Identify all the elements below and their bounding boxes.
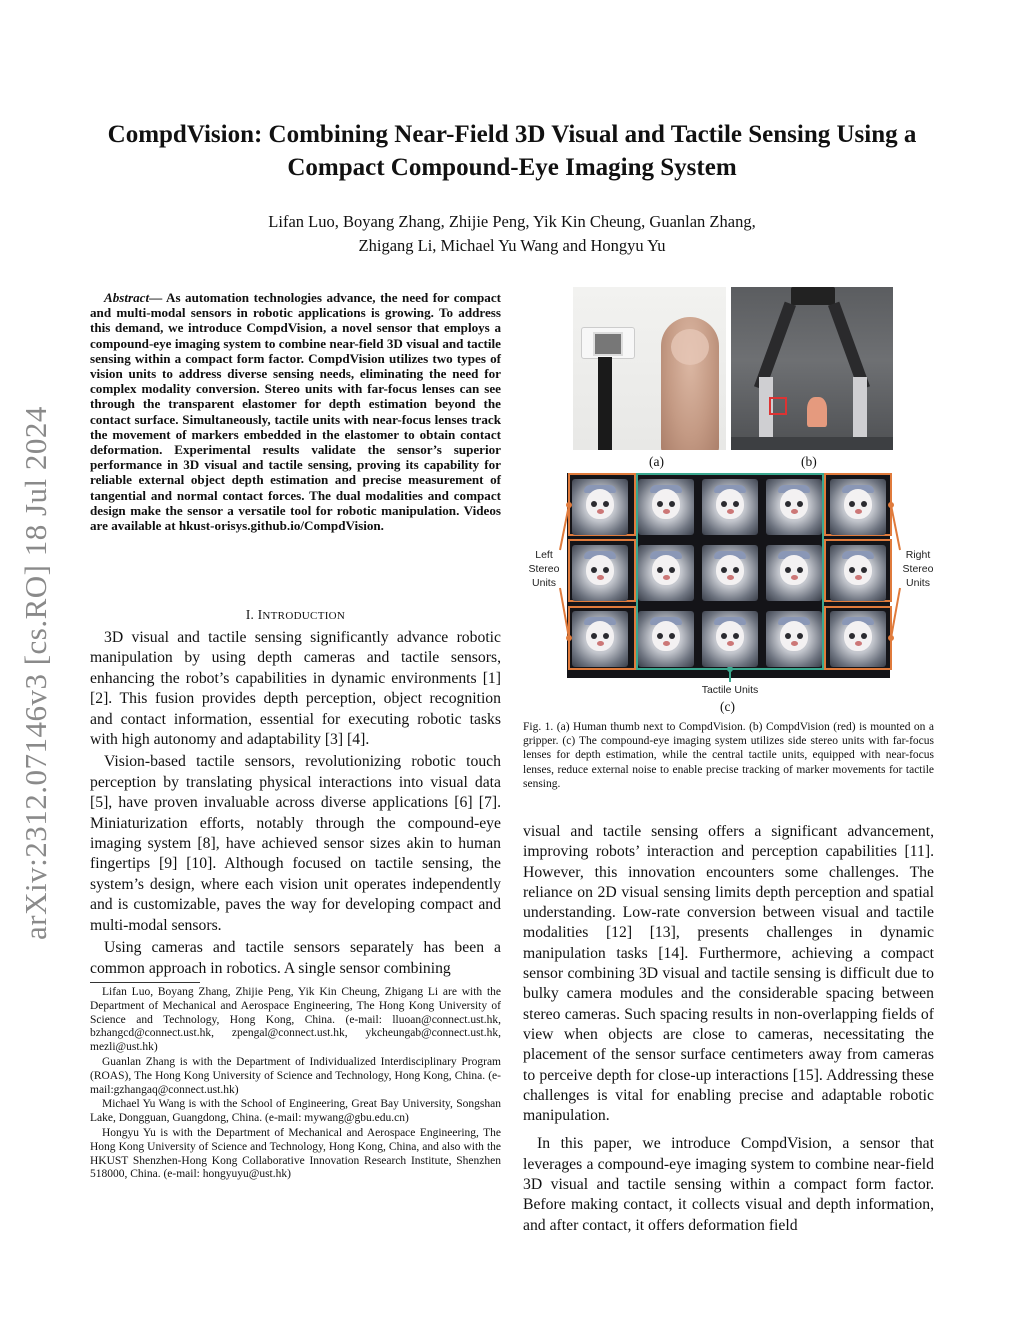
abstract-label: Abstract	[104, 290, 150, 305]
paper-title: CompdVision: Combining Near-Field 3D Visual and Tactile Sensing Using a Compact Compound-Eye Imaging System	[107, 121, 917, 181]
lens-image-tile	[830, 545, 886, 601]
footnotes	[90, 986, 501, 1183]
lens-image-tile	[572, 545, 628, 601]
paragraph: Vision-based tactile sensors, revolutionizing robotic touch perception by translating physical interactions into visual data [5], have proven invaluable across diverse applications [6] [7]. Miniaturization efforts, notably through the compound-eye imaging system [8], have achieved sensor sizes akin to human fingertips [9] [10]. Although focused on tactile sensing, the system’s design, where each vision unit operates independently and is customizable, paves the way for developing compact and multi-modal sensors.	[90, 753, 501, 934]
figure-label-b: (b)	[801, 454, 817, 469]
caption-text: Fig. 1. (a) Human thumb next to CompdVision. (b) CompdVision (red) is mounted on a gripper. (c) The compound-eye imaging system utilizes side stereo units with far-focus lenses for depth estimation, while the central tactile units, equipped with near-focus lenses, reduce external noise to enable precise tracking of marker movements for tactile sensing.	[523, 721, 934, 790]
right-stereo-label: Right Stereo Units	[902, 549, 934, 589]
left-column-body	[90, 628, 501, 979]
lens-image-tile	[766, 545, 822, 601]
lens-image-tile	[638, 545, 694, 601]
tactile-units-label: Tactile Units	[701, 684, 759, 696]
abstract	[90, 290, 501, 533]
right-column-body	[523, 822, 934, 1236]
connector-dot	[888, 502, 894, 508]
lens-image-tile	[830, 479, 886, 535]
lens-image-tile	[766, 479, 822, 535]
paragraph: Using cameras and tactile sensors separately has been a common approach in robotics. A single sensor combining	[90, 939, 501, 977]
lens-image-tile	[572, 479, 628, 535]
left-connector	[560, 505, 569, 550]
figure-caption	[523, 720, 934, 791]
author-line-1: Lifan Luo, Boyang Zhang, Zhijie Peng, Yik Kin Cheung, Guanlan Zhang,	[268, 212, 756, 231]
lens-image-tile	[830, 611, 886, 667]
paragraph: 3D visual and tactile sensing significantly advance robotic manipulation by using depth cameras and tactile sensors, enhancing the robot’s capabilities in dynamic environments [1] [2]. This fusion provides depth perception, object recognition and contact information, essential for executing robotic tasks with high autonomy and adaptability [3] [4].	[90, 629, 501, 749]
figure-label-a: (a)	[649, 454, 664, 469]
section-heading	[90, 607, 501, 623]
lens-image-tile	[766, 611, 822, 667]
arxiv-identifier: arXiv:2312.07146v3 [cs.RO] 18 Jul 2024	[18, 406, 53, 940]
left-stereo-label: Left Stereo Units	[528, 549, 560, 589]
lens-image-tile	[572, 611, 628, 667]
footnote-rule	[90, 982, 200, 983]
footnote: Hongyu Yu is with the Department of Mechanical and Aerospace Engineering, The Hong Kong University of Science and Technology, Hong Kong, China, and also with the HKUST Shenzhen-Hong Kong Collaborative Innovation Research Institute, Shenzhen 518000, China. (e-mail: hongyuyu@ust.hk)	[90, 1126, 501, 1181]
lens-image-tile	[638, 611, 694, 667]
paragraph: In this paper, we introduce CompdVision, a sensor that leverages a compound-eye imaging system to combine near-field 3D visual and tactile sensing within a compact form factor. Before making contact, it collects visual and depth information, and after contact, it offers deformation field	[523, 1135, 934, 1234]
author-list	[90, 210, 934, 258]
section-initial: I	[257, 607, 263, 622]
figure-label-c: (c)	[720, 699, 735, 714]
section-title-rest: NTRODUCTION	[262, 610, 346, 622]
left-connector	[560, 588, 569, 638]
right-connector	[891, 588, 900, 638]
footnote: Lifan Luo, Boyang Zhang, Zhijie Peng, Yik Kin Cheung, Zhigang Li are with the Department of Mechanical and Aerospace Engineering, The Hong Kong University of Science and Technology, Hong Kong, China. (e-mail: lluoan@connect.ust.hk, bzhangcd@connect.ust.hk, zpengal@connect.ust.hk, ykcheungab@connect.ust.hk, mezli@ust.hk)	[90, 986, 501, 1054]
footnote: Guanlan Zhang is with the Department of Individualized Interdisciplinary Program (ROAS), The Hong Kong University of Science and Technology, Hong Kong, China. (e-mail:gzhangaq@connect.ust.hk)	[90, 1055, 501, 1096]
abstract-text: — As automation technologies advance, the need for compact and multi-modal sensors in robotic applications is growing. To address this demand, we introduce CompdVision, a novel sensor that employs a compound-eye imaging system to combine near-field 3D visual and tactile sensing within a compact form factor. CompdVision utilizes two types of vision units to address diverse sensing needs, eliminating the need for complex modality conversion. Stereo units with far-focus lenses can see through the transparent elastomer for depth estimation beyond the contact surface. Simultaneously, tactile units with near-focus lenses track the movement of markers embedded in the elastomer to obtain contact deformation. Experimental results validate the sensor’s superior performance in 3D visual and tactile sensing, proving its capability for reliable external object depth estimation and precise measurement of tangential and normal contact forces. The dual modalities and compact design make the sensor a versatile tool for robotic manipulation. Videos are available at hkust-orisys.github.io/CompdVision.	[90, 290, 501, 534]
lens-image-tile	[702, 545, 758, 601]
author-line-2: Zhigang Li, Michael Yu Wang and Hongyu Yu	[358, 236, 666, 255]
right-connector	[891, 505, 900, 550]
photo-thumb-and-sensor	[573, 287, 726, 450]
photo-gripper	[731, 287, 893, 450]
paragraph: visual and tactile sensing offers a significant advancement, improving robots’ interaction and perception capabilities [11]. However, this innovation encounters some challenges. The reliance on 2D visual sensing limits depth perception and spatial understanding. Low-rate conversion between visual and tactile modalities [12] [13], presents challenges in dynamic manipulation tasks [14]. Furthermore, achieving a compact sensor combining 3D visual and tactile sensing is difficult due to bulky camera modules and the considerable spacing between stereo cameras. Such spacing results in non-overlapping fields of view when objects are close to cameras, necessitating the placement of the sensor surface centimeters away from cameras to perceive depth for close-up interactions [15]. Addressing these challenges is vital for enabling precise and adaptable robotic manipulation.	[523, 823, 934, 1125]
lens-image-tile	[702, 611, 758, 667]
lens-image-tile	[638, 479, 694, 535]
connector-dot	[888, 635, 894, 641]
footnote: Michael Yu Wang is with the School of Engineering, Great Bay University, Songshan Lake, Dongguan, Guangdong, China. (e-mail: mywang@gbu.edu.cn)	[90, 1098, 501, 1125]
section-number: I.	[245, 607, 258, 622]
lens-image-tile	[702, 479, 758, 535]
